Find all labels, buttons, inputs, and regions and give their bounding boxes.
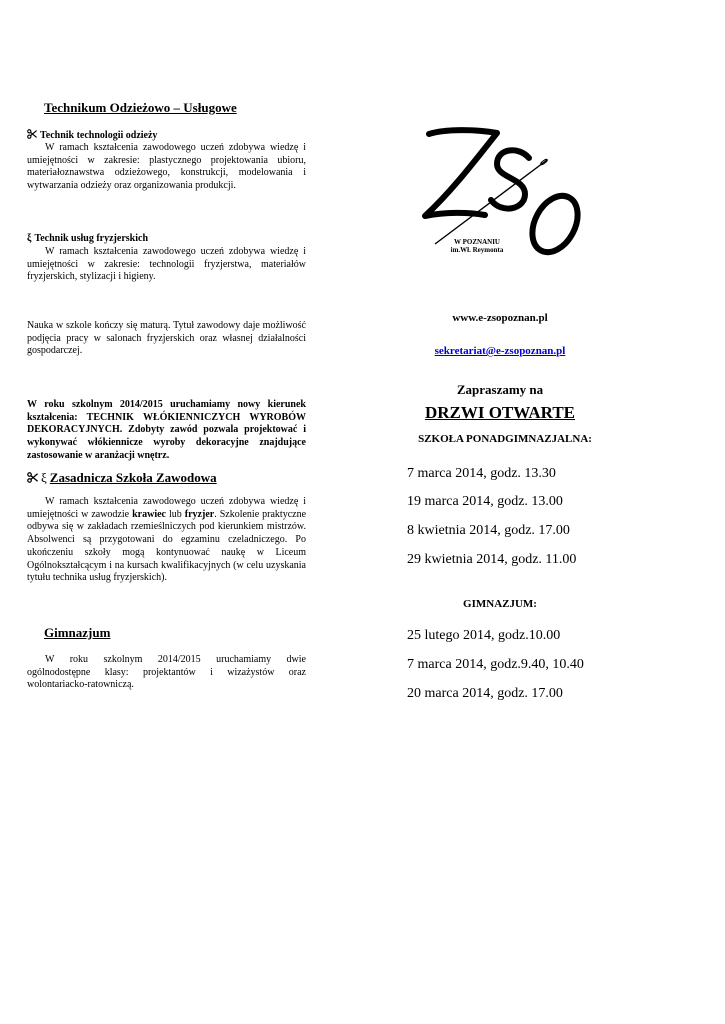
email-link[interactable]: sekretariat@e-zsopoznan.pl <box>434 345 566 357</box>
school3-title: Gimnazjum <box>44 625 111 640</box>
new-program-announcement: W roku szkolnym 2014/2015 uruchamiamy nowy kierunek kształcenia: TECHNIK WŁÓKIENNICZYCH WYROBÓW DEKORACYJNYCH. Zdobyty zawód pozwala projektować i wykonywać włókiennicze wyroby dekoracyjne znajdujące zastosowanie w aranżacji wnętrz. <box>27 399 306 461</box>
scissors-icon <box>27 472 38 483</box>
xi-symbol: ξ <box>41 470 47 485</box>
section-upper-secondary: SZKOŁA PONADGIMNAZJALNA: <box>418 433 592 445</box>
school2-heading <box>27 470 217 486</box>
trade-hairdresser: fryzjer <box>184 508 215 520</box>
school2-description: W ramach kształcenia zawodowego uczeń zdobywa wiedzę i umiejętności w zawodzie krawiec lub fryzjer. Szkolenie praktyczne odbywa się w zakładach rzemieślniczych pod kierunkiem mistrzów. Absolwenci są przygotowani do egzaminu czeladniczego. Po ukończeniu szkoły mogą kontynuować naukę w Liceum Ogólnokształcącym i na kursach kwalifikacyjnych (w celu uzyskania tytułu technika usług fryzjerskich). <box>27 496 307 584</box>
program1-heading <box>27 129 306 141</box>
program2-heading <box>27 233 306 244</box>
matura-note: Nauka w szkole kończy się maturą. Tytuł zawodowy daje możliwość podjęcia pracy w salonach fryzjerskich oraz własnej działalności gospodarczej. <box>27 320 306 357</box>
school-logo <box>405 120 597 270</box>
logo-caption: W POZNANIU im.Wł. Reymonta <box>450 238 504 254</box>
xi-symbol: ξ <box>27 233 32 244</box>
event-title: DRZWI OTWARTE <box>424 403 576 422</box>
scissors-icon <box>27 129 37 139</box>
date-item: 25 lutego 2014, godz.10.00 <box>407 628 561 643</box>
school2-title: Zasadnicza Szkoła Zawodowa <box>49 470 217 485</box>
invite-text: Zapraszamy na <box>456 382 544 397</box>
program2-name: Technik usług fryzjerskich <box>34 233 148 244</box>
date-item: 7 marca 2014, godz. 13.30 <box>407 466 556 481</box>
program1-description: W ramach kształcenia zawodowego uczeń zdobywa wiedzę i umiejętności w zakresie: plastycznego projektowania ubioru, materiałoznawstwa odzieżowego, konstrukcji, modelowania i wytwarzania odzieży oraz organizowania produkcji. <box>27 142 306 192</box>
website-link[interactable]: www.e-zsopoznan.pl <box>452 312 548 324</box>
section-gimnazjum: GIMNAZJUM: <box>463 598 537 610</box>
date-item: 29 kwietnia 2014, godz. 11.00 <box>407 552 577 567</box>
date-item: 8 kwietnia 2014, godz. 17.00 <box>407 523 570 538</box>
program1-name: Technik technologii odzieży <box>40 130 158 141</box>
trade-tailor: krawiec <box>132 508 166 520</box>
school1-title: Technikum Odzieżowo – Usługowe <box>44 100 237 115</box>
date-item: 7 marca 2014, godz.9.40, 10.40 <box>407 657 584 672</box>
date-item: 19 marca 2014, godz. 13.00 <box>407 494 563 509</box>
school3-description: W roku szkolnym 2014/2015 uruchamiamy dwie ogólnodostępne klasy: projektantów i wizażystów oraz wolontariacko-ratowniczą. <box>27 654 306 691</box>
date-item: 20 marca 2014, godz. 17.00 <box>407 686 563 701</box>
program2-description: W ramach kształcenia zawodowego uczeń zdobywa wiedzę i umiejętności w zakresie: technologii fryzjerstwa, materiałów fryzjerskich, stylizacji i higieny. <box>27 246 306 283</box>
